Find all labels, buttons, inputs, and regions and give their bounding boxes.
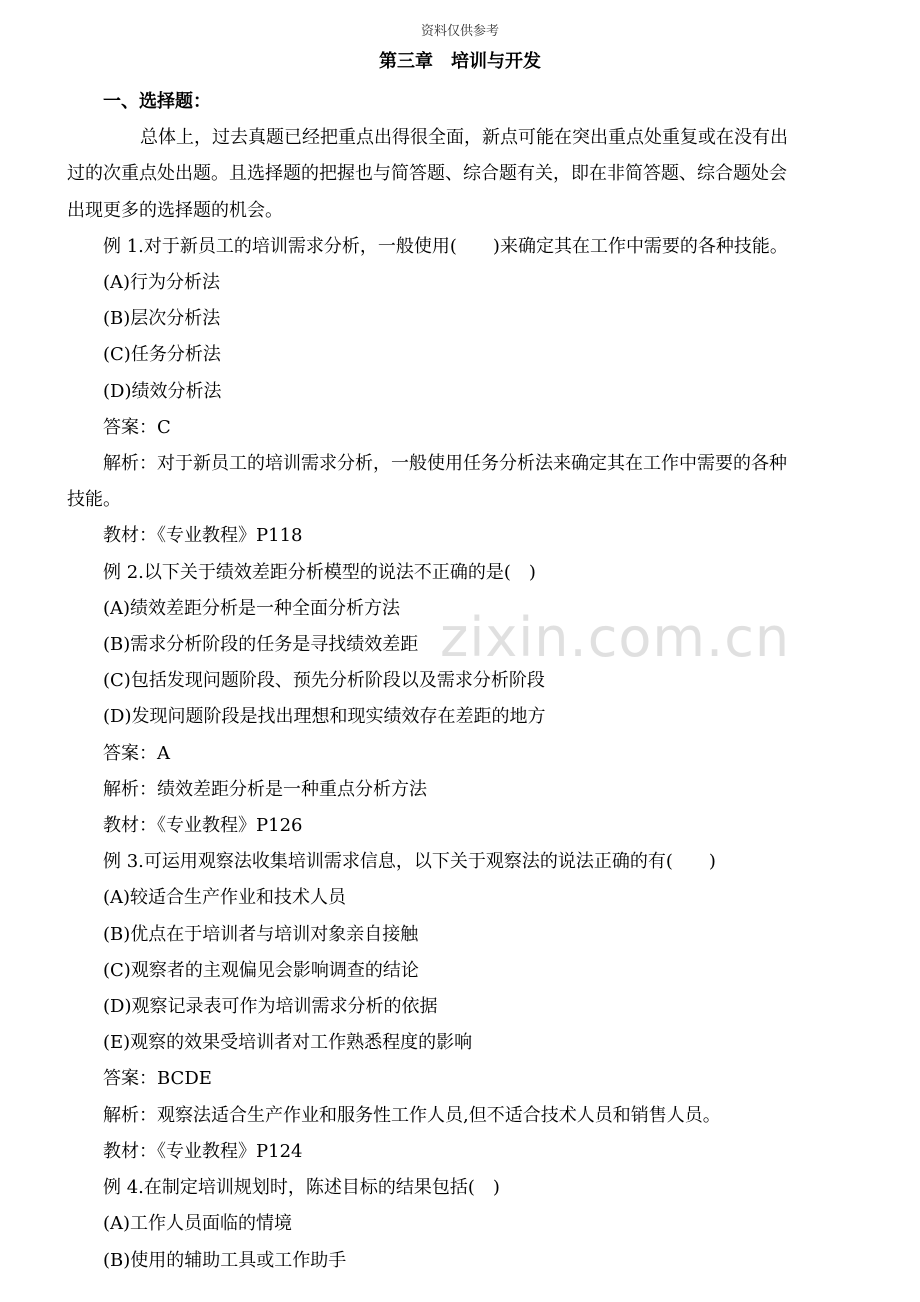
question-1-textbook: 教材：《专业教程》P118 — [103, 525, 303, 547]
question-3-option-b: (B)优点在于培训者与培训对象亲自接触 — [103, 923, 419, 945]
question-3-answer: 答案：BCDE — [103, 1068, 212, 1090]
watermark: zixin.com.cn — [440, 606, 791, 669]
question-3-analysis: 解析：观察法适合生产作业和服务性工作人员,但不适合技术人员和销售人员。 — [103, 1104, 721, 1126]
question-2-answer: 答案：A — [103, 742, 170, 764]
question-1-analysis-continued: 技能。 — [67, 489, 121, 511]
question-4-option-a: (A)工作人员面临的情境 — [103, 1213, 293, 1235]
section-heading: 一、选择题： — [103, 91, 211, 112]
question-2-option-d: (D)发现问题阶段是找出理想和现实绩效存在差距的地方 — [103, 706, 546, 728]
question-3-option-a: (A)较适合生产作业和技术人员 — [103, 887, 347, 909]
header-note: 资料仅供参考 — [420, 24, 499, 39]
question-2-option-b: (B)需求分析阶段的任务是寻找绩效差距 — [103, 634, 419, 656]
question-3-option-d: (D)观察记录表可作为培训需求分析的依据 — [103, 996, 438, 1018]
question-3-textbook: 教材：《专业教程》P124 — [103, 1140, 303, 1162]
question-1-stem: 例 1.对于新员工的培训需求分析，一般使用( )来确定其在工作中需要的各种技能。 — [103, 235, 788, 257]
question-1-analysis: 解析：对于新员工的培训需求分析，一般使用任务分析法来确定其在工作中需要的各种 — [103, 453, 787, 475]
question-2-analysis: 解析：绩效差距分析是一种重点分析方法 — [103, 778, 427, 800]
question-2-stem: 例 2.以下关于绩效差距分析模型的说法不正确的是( ) — [103, 561, 536, 583]
question-2-textbook: 教材：《专业教程》P126 — [103, 815, 303, 837]
question-2-option-a: (A)绩效差距分析是一种全面分析方法 — [103, 597, 401, 619]
intro-paragraph-line: 出现更多的选择题的机会。 — [67, 199, 283, 221]
question-1-option-a: (A)行为分析法 — [103, 272, 221, 294]
intro-paragraph-line: 总体上，过去真题已经把重点出得很全面，新点可能在突出重点处重复或在没有出 — [140, 127, 788, 149]
question-1-option-c: (C)任务分析法 — [103, 344, 221, 366]
question-2-option-c: (C)包括发现问题阶段、预先分析阶段以及需求分析阶段 — [103, 670, 545, 692]
question-1-answer: 答案：C — [103, 416, 171, 438]
document-body — [0, 84, 920, 1279]
question-3-option-c: (C)观察者的主观偏见会影响调查的结论 — [103, 959, 419, 981]
question-4-stem: 例 4.在制定培训规划时，陈述目标的结果包括( ) — [103, 1177, 500, 1199]
intro-paragraph-line: 过的次重点处出题。且选择题的把握也与简答题、综合题有关，即在非简答题、综合题处会 — [67, 163, 787, 185]
question-4-option-b: (B)使用的辅助工具或工作助手 — [103, 1249, 347, 1271]
chapter-title: 第三章 培训与开发 — [379, 51, 541, 72]
question-1-option-d: (D)绩效分析法 — [103, 380, 222, 402]
question-3-stem: 例 3.可运用观察法收集培训需求信息，以下关于观察法的说法正确的有( ) — [103, 851, 716, 873]
question-1-option-b: (B)层次分析法 — [103, 308, 221, 330]
question-3-option-e: (E)观察的效果受培训者对工作熟悉程度的影响 — [103, 1032, 473, 1054]
